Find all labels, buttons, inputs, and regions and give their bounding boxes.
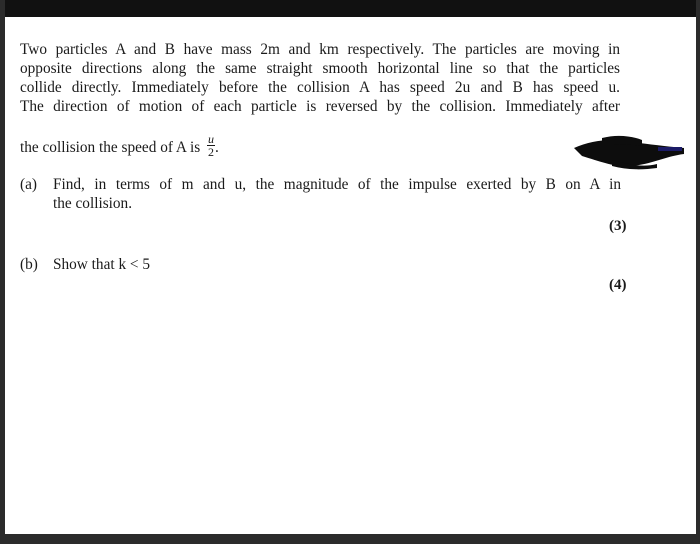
redaction-scribble — [572, 134, 688, 170]
question-line-1: Two particles A and B have mass 2m and km respectively. The particles are moving in — [20, 41, 620, 58]
question-line-4: The direction of motion of each particle is reversed by the collision. Immediately after — [20, 98, 620, 115]
part-b-text: Show that k < 5 — [53, 256, 151, 273]
question-stem — [20, 40, 620, 116]
part-a-marks: (3) — [609, 218, 627, 234]
bottom-frame-bar — [0, 534, 700, 544]
part-a-text-line-2: the collision. — [53, 195, 133, 212]
part-a-label: (a) — [20, 176, 37, 193]
part-b-marks: (4) — [609, 277, 627, 293]
document-page — [5, 17, 696, 534]
part-b-label: (b) — [20, 256, 38, 273]
question-line-5-end: . — [214, 139, 219, 157]
fraction-numerator: u — [207, 132, 214, 146]
fraction-denominator: 2 — [207, 145, 214, 159]
question-line-2: opposite directions along the same straight smooth horizontal line so that the particles — [20, 60, 620, 77]
top-frame-bar — [0, 0, 700, 17]
question-line-3: collide directly. Immediately before the collision A has speed 2u and B has speed u. — [20, 79, 620, 96]
right-frame-bar — [696, 0, 700, 544]
question-line-5 — [20, 132, 219, 161]
part-a-text-line-1: Find, in terms of m and u, the magnitude of the impulse exerted by B on A in — [53, 176, 621, 193]
question-line-5-text: the collision the speed of A is — [20, 139, 201, 157]
speed-fraction — [207, 133, 215, 158]
